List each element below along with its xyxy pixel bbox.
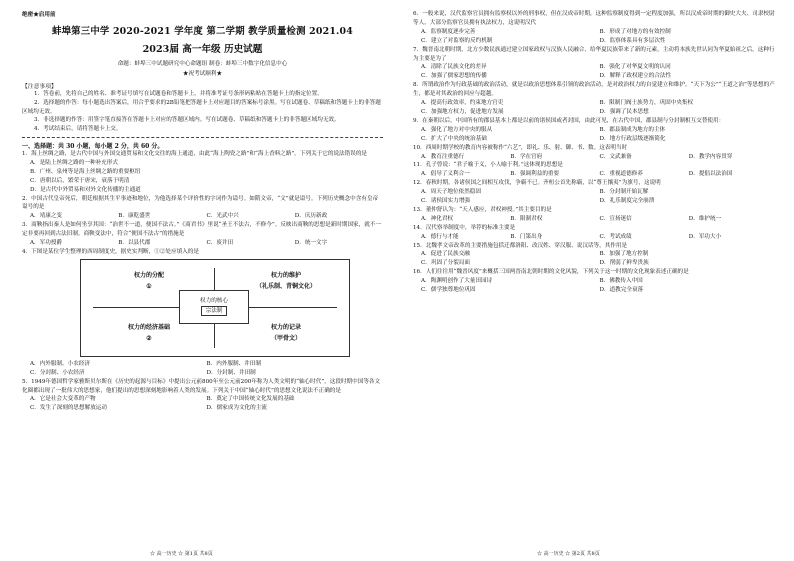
answer-option: D．提倡以法治国: [688, 171, 733, 178]
question-options: [413, 126, 778, 144]
answer-option: C．儒学独尊地位巩固: [421, 287, 476, 294]
question-options: [413, 188, 778, 206]
answer-option: A．德行与才能: [421, 233, 459, 240]
question-options: [22, 212, 383, 221]
question-stem: 2．中国古代皇帝死后，朝廷根据其生平事迹和地位，为他选择某个评价性的字词作为谥号。如隋文帝，“文”就是谥号。下列历史概念中含有皇帝谥号的是: [22, 195, 379, 211]
answer-option: A．神化君权: [421, 215, 454, 222]
diagram-label: 权力的核心: [200, 297, 228, 304]
answer-option: D．儒家成为文化的主流: [206, 405, 267, 412]
answer-option: C．巩固了分裂局面: [421, 260, 471, 267]
question-list-left-a: [22, 150, 383, 257]
diagram-label: 权力的分配: [133, 271, 164, 279]
question-stem: 16．人们往往用“魏晋风度”来概括三国两晋南北朝时期的文化风貌，下列关于这一时期的文化现象表述正确的是: [413, 269, 689, 276]
answer-option: A．靖康之变: [30, 213, 63, 220]
question-stem: 13．董仲舒认为：“天人感应，君权神授。”其主要目的是: [413, 206, 552, 213]
page-footer-right: ☆ 高一历史 ☆ 第2页 共8页: [537, 551, 600, 557]
answer-option: C．诸侯国实力增强: [421, 198, 471, 205]
question-stem: 9．在秦朝以后，中国所有的郡县基本上都是以前的诸侯国或者封国，由此可见，在古代中国，郡县制与分封制相互交替使用：: [413, 117, 725, 124]
diagram-center: [179, 290, 249, 324]
answer-option: A．监察制度逐步完善: [421, 28, 476, 35]
answer-option: D．礼乐制度完全崩溃: [599, 198, 655, 205]
answer-option: A．是陆上丝绸之路的一种补充形式: [30, 159, 118, 166]
wish-line: ★祝考试顺利★: [182, 71, 223, 77]
question-stem: 5．1949年德国哲学家雅斯贝尔斯在《历史的起源与目标》中提出公元前800年至公元前200年称为人类文明的“轴心时代”，这段时期中国等各文化圈都出现了一批伟大的思想家，他们提出的思想深刻地影响着人类的发展。下列关于中国“轴心时代”的思想文化说法不正确的是: [22, 378, 381, 394]
question-stem: 15．北魏孝文帝改革的主要措施包括迁都洛阳、改汉姓、穿汉服、说汉话等，其作用是: [413, 242, 628, 249]
answer-option: A．清除了民族文化的差异: [421, 64, 487, 71]
exam-title: 蚌埠第三中学 2020-2021 学年度 第二学期 教学质量检测 2021.04: [52, 26, 353, 37]
diagram-top-left: [99, 270, 199, 292]
answer-option: C．文武兼备: [599, 153, 632, 160]
question-stem: 7．魏晋南北朝时期，北方少数民族通过建立国家政权与汉族人民融合，给华夏民族带来了新的元素，主动将本族先世认同为华夏始祖之后，这种行为主要是为了: [413, 46, 775, 62]
question-options: [22, 395, 383, 413]
answer-option: D．道教完全衰落: [599, 287, 644, 294]
answer-option: C．重视道德修养: [599, 171, 643, 178]
page-footer-left: ☆ 高一历史 ☆ 第1页 共8页: [150, 551, 213, 557]
diagram-label: 宗法制: [201, 306, 228, 316]
answer-option: C．考试成绩: [599, 233, 632, 240]
answer-option: A．提高行政效率，约束地方官吏: [421, 100, 504, 107]
notice-item: 3．非选择题的作答：用签字笔直接答在答题卡上对应的答题区域内。写在试题卷、草稿纸和答题卡上的非答题区域均无效。: [34, 117, 340, 124]
answer-option: C．发生了深刻的思想解放运动: [30, 405, 107, 412]
question-options: [413, 233, 778, 242]
answer-option: C．加强地方权力，促进地方发展: [421, 108, 504, 115]
answer-option: D．强调了民本思想: [599, 108, 649, 115]
answer-option: B．强调利益的重要: [510, 171, 560, 178]
notice-item: 1．答卷前，先将自己的姓名、准考证号填写在试题卷和答题卡上，并将准考证号条形码粘贴在答题卡上的指定位置。: [34, 91, 323, 97]
question-stem: 11．孔子曾说：“君子喻于义，小人喻于利。”这体现的思想是: [413, 162, 563, 169]
answer-option: B．强化了对华夏文明的认同: [599, 64, 671, 71]
answer-option: C．废井田: [206, 240, 234, 247]
answer-option: A．周天子地位依然稳固: [421, 189, 481, 196]
answer-option: B．康乾盛世: [118, 213, 151, 220]
answer-option: A．强化了地方对中央的服从: [421, 126, 493, 133]
question-options: [413, 63, 778, 81]
question-stem: 10．西周时期学校的教育内容被称作“六艺”，即礼、乐、射、御、书、数。这表明当时: [413, 144, 628, 151]
answer-option: C．宣扬迷信: [599, 215, 632, 222]
answer-option: C．建立了对监察的反约机制: [421, 37, 493, 44]
question-options: [413, 99, 778, 117]
notice-item: 2．选择题的作答：每小题选出答案后，用合乎要求的2B铅笔把答题卡上对应题目的答案标号涂黑。写在试题卷、草稿纸和答题卡上的非答题区域均无效。: [22, 99, 381, 115]
answer-option: C．扩大了中央的统治基础: [421, 135, 487, 142]
answer-option: A．它是社会大变革的产物: [30, 396, 96, 403]
question-stem: 6．一般来说，汉代监察官员拥有监察权以外的刑事权，但在汉成帝时期，这种监察制度得到一定程度加强，所以汉成帝时期的御史大夫、司隶校尉等人，大部分监察官员拥有执法权力，这说明汉代: [413, 11, 775, 26]
answer-option: D．削弱了鲜卑贵族: [599, 260, 649, 267]
answer-option: B．以县代郡: [118, 240, 151, 247]
notice-item: 4．考试结束后，请将答题卡上交。: [34, 126, 122, 133]
answer-option: D．统一文字: [294, 240, 328, 247]
diagram-label: （礼乐制、青铜文化）: [255, 282, 316, 290]
exam-subtitle: 2023届 高一年级 历史试题: [142, 44, 263, 55]
answer-option: B．广州、泉州等是海上丝绸之路的重要枢纽: [30, 168, 141, 175]
answer-option: B．形成了对地方的有效控制: [599, 28, 671, 35]
diagram-mark-2: ②: [146, 334, 152, 342]
answer-option: C．唐朝以后，繁荣于唐宋，衰落于明清: [30, 177, 130, 184]
answer-option: B．限制君权: [510, 215, 543, 222]
answer-option: D．维护统一: [688, 215, 722, 222]
answer-option: A．教育注重德行: [421, 153, 465, 160]
answer-option: D．教学内容贯穿: [688, 153, 733, 160]
question-stem: 1．海上丝绸之路，是古代中国与外国交通贸易和文化交往的海上通道，由此“海上陶瓷之路”和“海上香料之路”。下列关于它的说法错误的是: [22, 150, 368, 157]
section-title: 一、选择题：共 30 小题，每小题 2 分，共 60 分。: [22, 142, 164, 150]
diagram-top-right: [231, 270, 341, 292]
question-options: [413, 277, 778, 295]
answer-option: D．监察体系具有多层次性: [599, 37, 666, 44]
answer-option: B．限制门阀士族势力，巩固中央集权: [599, 100, 694, 107]
answer-option: B．加强了地方控制: [599, 251, 649, 258]
question-list-left-b: [22, 360, 383, 413]
diagram-label: 权力的经济基础: [127, 323, 170, 331]
answer-option: D．分封制、井田制: [206, 369, 256, 376]
divider: [22, 137, 383, 138]
answer-option: B．佛教传入中国: [599, 278, 643, 285]
answer-option: B．门第出身: [510, 233, 543, 240]
answer-option: B．学在官府: [510, 153, 543, 160]
answer-option: A．陶渊明创作了大量田园诗: [421, 278, 493, 285]
question-options: [22, 159, 383, 195]
answer-option: C．光武中兴: [206, 213, 239, 220]
authors-line: 命题：蚌埠三中试题研究中心命题组 制卷：蚌埠三中数字化信息中心: [117, 61, 288, 67]
question-options: [413, 153, 778, 162]
question-options: [413, 170, 778, 179]
answer-option: B．内外服制、井田制: [206, 360, 261, 367]
secret-label: 绝密★启用前: [22, 12, 56, 18]
question-options: [413, 250, 778, 268]
answer-option: A．内外服制、小农经济: [30, 360, 90, 367]
question-options: [22, 239, 383, 248]
question-stem: 8．所谓政治作为行政基础的政治活动，就是以政治思想体系引领的政治活动，是对政治权力的自觉建立和维护。“天下为公”“王道之治”等思想的产生，都是对其政治的回应与超越。: [413, 82, 775, 98]
question-options: [413, 215, 778, 224]
answer-option: B．郡县制成为地方的主体: [599, 126, 666, 133]
diagram-label: 权力的维护: [270, 271, 301, 279]
answer-option: D．地方行政层级逐渐简化: [599, 135, 666, 142]
diagram-bottom-left: [99, 322, 199, 344]
right-column: [397, 0, 794, 561]
answer-option: B．奠定了中国传统文化发展的基础: [206, 396, 295, 403]
diagram-label: （甲骨文）: [270, 334, 301, 342]
question-stem: 4．下图是某位学生整理的西周制度史，据史实判断，①②处应填入的是: [22, 248, 199, 255]
question-options: [22, 360, 383, 378]
answer-option: A．促进了民族交融: [421, 251, 470, 258]
answer-option: B．分封制开始瓦解: [599, 189, 649, 196]
answer-option: C．分封制、小农经济: [30, 369, 85, 376]
question-stem: 12．春秋时期，各诸侯国之间相互攻伐，争霸不已。齐桓公首先称霸，以“尊王攘夷”为旗号，这说明: [413, 180, 661, 187]
answer-option: D．解释了政权建立的合法性: [599, 73, 672, 80]
answer-option: D．军功大小: [688, 233, 722, 240]
structure-diagram: [80, 259, 350, 357]
answer-option: C．加强了儒家思想的传播: [421, 73, 487, 80]
question-stem: 14．汉代察举制度中，举荐的标准主要是: [413, 224, 516, 231]
question-stem: 3．商鞅指出秦人是如何坐享其国：“治世不一道，便国不法古。”《商君书》里说“圣王不法古，不修今”。反映出商鞅的思想是新时期国家，就不一定非要再回到古法旧制。商鞅变法中，符合“便国不法古”的措施是: [22, 222, 382, 238]
diagram-mark-1: ①: [146, 282, 152, 290]
notice-heading: 【注意事项】: [22, 84, 57, 90]
diagram-label: 权力的记录: [270, 323, 301, 331]
question-options: [413, 28, 778, 46]
answer-option: D．是古代中外贸易和对外文化传播的主通道: [30, 186, 141, 193]
answer-option: D．庆历新政: [294, 213, 328, 220]
question-list-right: [413, 10, 778, 295]
answer-option: A．军功授爵: [30, 240, 63, 247]
answer-option: A．倡导了义利合一: [421, 171, 470, 178]
diagram-bottom-right: [231, 322, 341, 344]
